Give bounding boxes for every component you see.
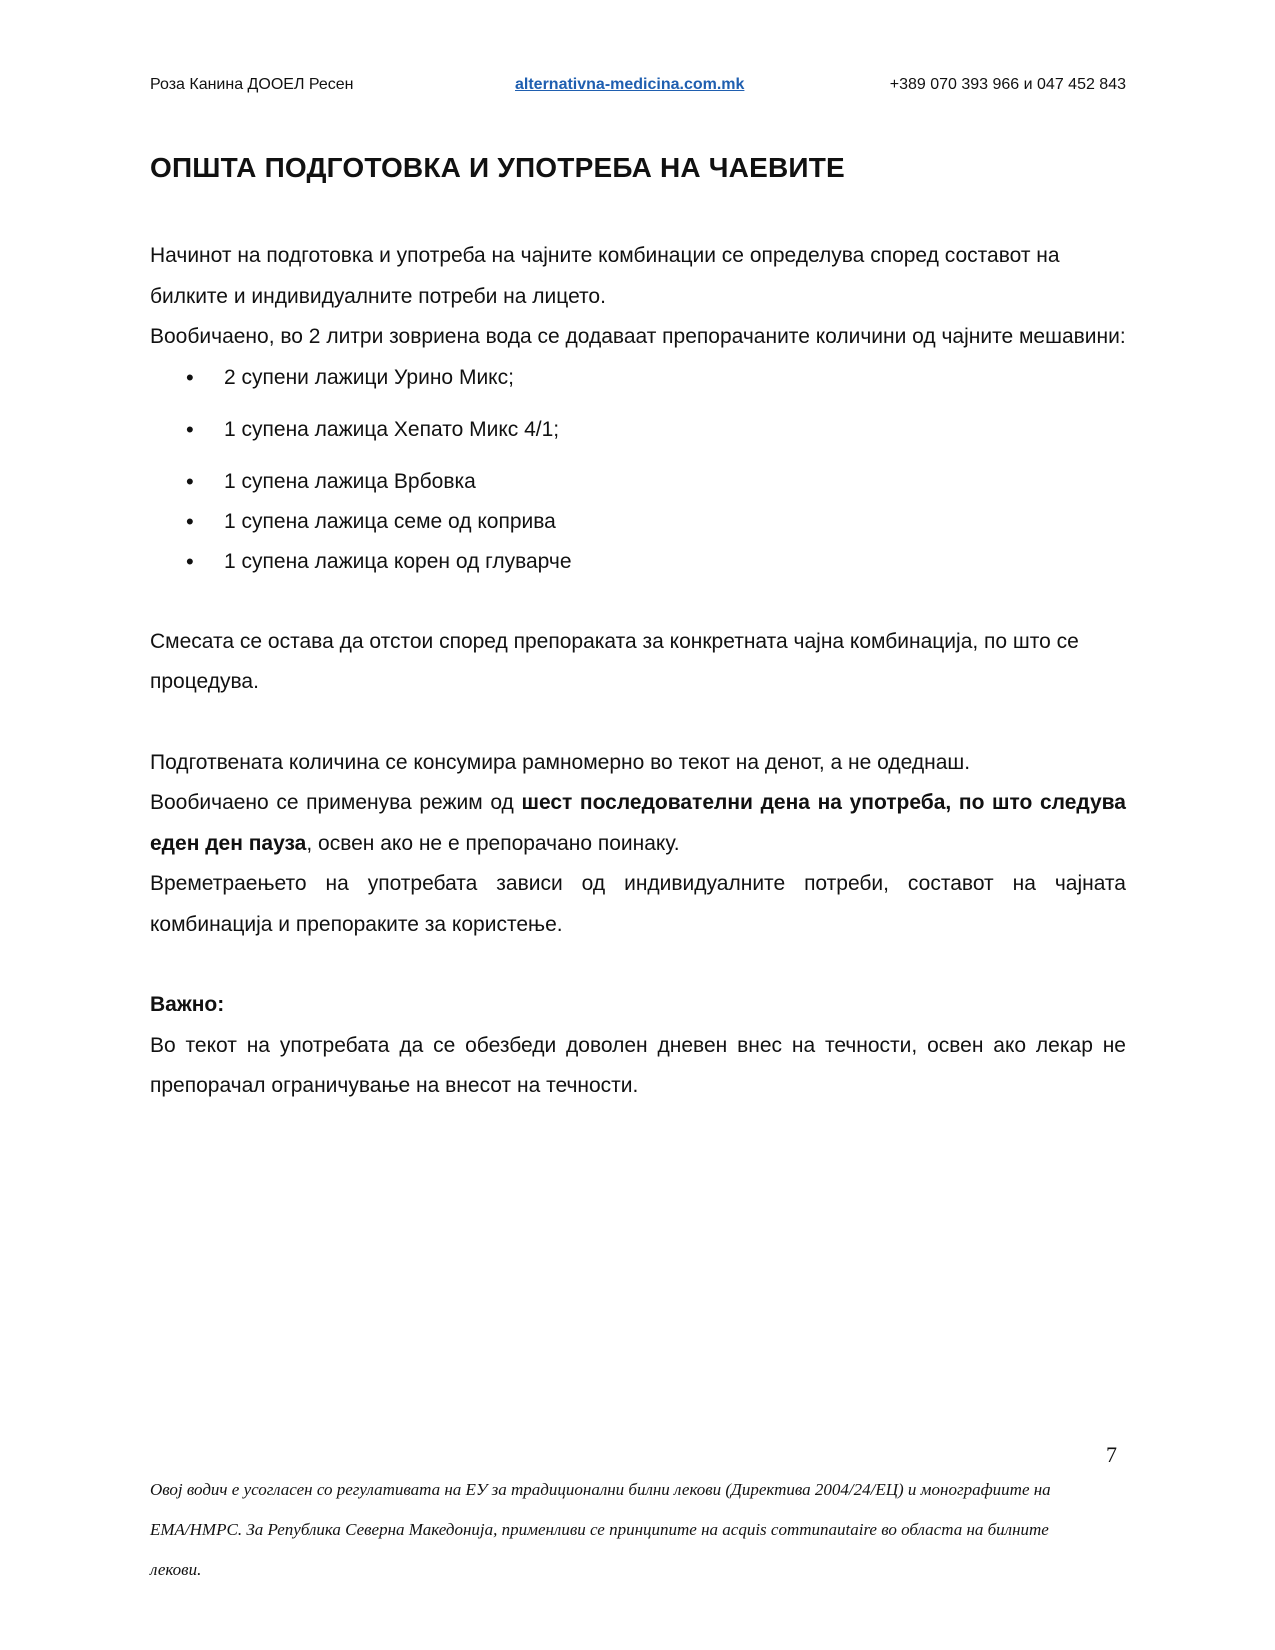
list-item <box>150 358 1126 410</box>
page-title: ОПШТА ПОДГОТОВКА И УПОТРЕБА НА ЧАЕВИТЕ <box>150 152 845 183</box>
list-item-text: 1 супена лажица корен од глуварче <box>224 549 572 573</box>
spacer <box>150 945 1126 985</box>
page-number: 7 <box>1106 1442 1117 1467</box>
list-item-text: 1 супена лажица Хепато Микс 4/1; <box>224 417 560 441</box>
document-body <box>150 236 1126 1107</box>
company-name: Роза Канина ДООЕЛ Ресен <box>150 76 354 93</box>
important-section <box>150 985 1126 1026</box>
usage-paragraph-3: Времетраењето на употребата зависи од индивидуалните потреби, составот на чајната комбинација и препораките за користење. <box>150 872 1126 936</box>
website-link[interactable]: alternativna-medicina.com.mk <box>515 76 745 93</box>
usage-text-bold: шест последователни дена на употреба, по што следува еден ден пауза <box>150 791 1126 855</box>
phone-numbers: +389 070 393 966 и 047 452 843 <box>889 76 1126 93</box>
usage-paragraph-1: Подготвената количина се консумира рамномерно во текот на денот, а не одеднаш. <box>150 750 971 774</box>
usage-text-end: , освен ако не е препорачано поинаку. <box>306 831 680 855</box>
usage-paragraph-2 <box>150 783 1126 864</box>
spacer <box>150 582 1126 622</box>
list-item-text: 1 супена лажица Врбовка <box>224 469 476 493</box>
important-label: Важно: <box>150 993 225 1016</box>
steeping-paragraph: Смесата се остава да отстои според препораката за конкретната чајна комбинација, по што се процедува. <box>150 629 1079 693</box>
page-header <box>150 76 1126 100</box>
list-item <box>150 410 1126 462</box>
bullet-icon: • <box>186 468 194 494</box>
list-item <box>150 462 1126 502</box>
bullet-icon: • <box>186 416 194 442</box>
list-item-text: 1 супена лажица семе од коприва <box>224 509 556 533</box>
footer-note: Овој водич е усогласен со регулативата на ЕУ за традиционални билни лекови (Директива 2004/24/ЕЦ) и монографиите на ЕМА/HMPC. За Република Северна Македонија, применливи се принципите на acquis communautaire во областа на билните лекови. <box>150 1480 1051 1579</box>
ingredient-list <box>150 358 1126 582</box>
bullet-icon: • <box>186 508 194 534</box>
usage-text-start: Вообичаено се применува режим од <box>150 791 522 814</box>
bullet-icon: • <box>186 364 194 390</box>
list-item <box>150 542 1126 582</box>
bullet-icon: • <box>186 548 194 574</box>
list-item <box>150 502 1126 542</box>
spacer <box>150 703 1126 743</box>
intro-paragraph-1: Начинот на подготовка и употреба на чајните комбинации се определува според составот на билките и индивидуалните потреби на лицето. <box>150 244 1060 308</box>
intro-paragraph-2: Вообичаено, во 2 литри зовриена вода се додаваат препорачаните количини од чајните мешавини: <box>150 325 1126 348</box>
important-text: Во текот на употребата да се обезбеди доволен дневен внес на течности, освен ако лекар не препорачал ограничување на внесот на течности. <box>150 1033 1126 1097</box>
list-item-text: 2 супени лажици Урино Микс; <box>224 365 514 389</box>
